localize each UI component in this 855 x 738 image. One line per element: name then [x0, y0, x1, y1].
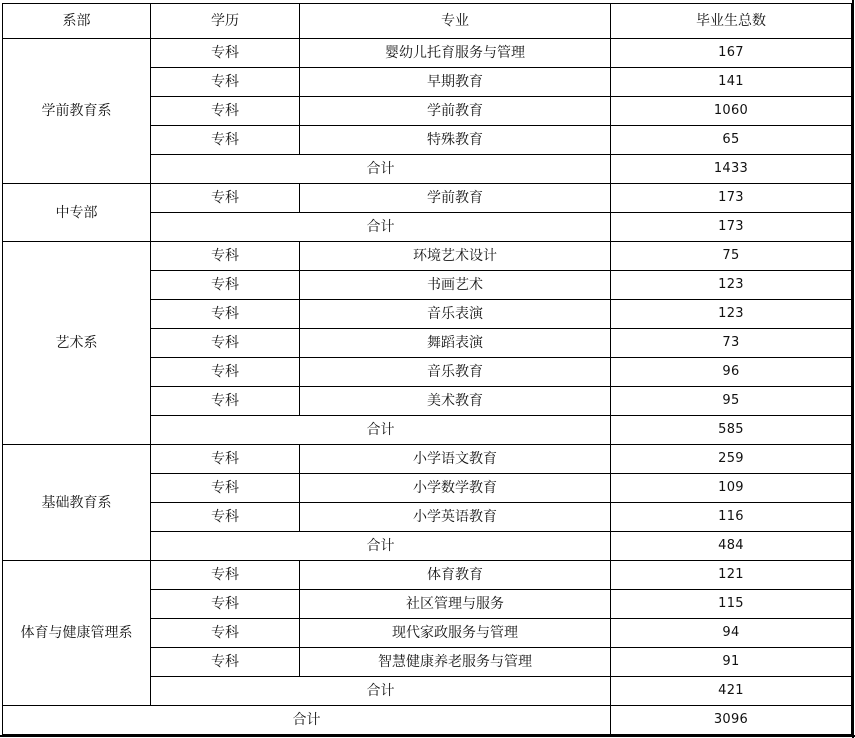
degree-cell: 专科	[151, 39, 300, 68]
major-cell: 学前教育	[300, 184, 611, 213]
graduate-count-cell: 73	[611, 329, 852, 358]
table-row	[3, 242, 852, 271]
subtotal-value: 421	[611, 677, 852, 706]
grand-total-value: 3096	[611, 706, 852, 735]
graduate-count-cell: 173	[611, 184, 852, 213]
subtotal-label: 合计	[151, 677, 611, 706]
major-cell: 音乐教育	[300, 358, 611, 387]
degree-cell: 专科	[151, 358, 300, 387]
major-cell: 小学语文教育	[300, 445, 611, 474]
frame-bottom-border	[0, 735, 855, 737]
graduate-count-cell: 109	[611, 474, 852, 503]
major-cell: 小学英语教育	[300, 503, 611, 532]
major-cell: 婴幼儿托育服务与管理	[300, 39, 611, 68]
department-name: 中专部	[3, 184, 151, 242]
grand-total-label: 合计	[3, 706, 611, 735]
degree-cell: 专科	[151, 445, 300, 474]
major-cell: 书画艺术	[300, 271, 611, 300]
degree-cell: 专科	[151, 590, 300, 619]
graduate-count-cell: 65	[611, 126, 852, 155]
table-row	[3, 39, 852, 68]
major-cell: 智慧健康养老服务与管理	[300, 648, 611, 677]
major-cell: 学前教育	[300, 97, 611, 126]
header-row	[3, 4, 852, 39]
degree-cell: 专科	[151, 474, 300, 503]
department-name: 体育与健康管理系	[3, 561, 151, 706]
graduate-count-cell: 91	[611, 648, 852, 677]
department-name: 艺术系	[3, 242, 151, 445]
subtotal-value: 173	[611, 213, 852, 242]
degree-cell: 专科	[151, 184, 300, 213]
subtotal-label: 合计	[151, 532, 611, 561]
major-cell: 舞蹈表演	[300, 329, 611, 358]
graduate-count-cell: 123	[611, 300, 852, 329]
graduate-count-cell: 94	[611, 619, 852, 648]
frame-right-border	[852, 0, 854, 738]
subtotal-value: 484	[611, 532, 852, 561]
degree-cell: 专科	[151, 619, 300, 648]
major-cell: 小学数学教育	[300, 474, 611, 503]
major-cell: 早期教育	[300, 68, 611, 97]
degree-cell: 专科	[151, 97, 300, 126]
graduate-count-cell: 115	[611, 590, 852, 619]
degree-cell: 专科	[151, 300, 300, 329]
major-cell: 音乐表演	[300, 300, 611, 329]
header-dept: 系部	[3, 4, 151, 39]
degree-cell: 专科	[151, 648, 300, 677]
graduate-count-cell: 96	[611, 358, 852, 387]
graduate-count-cell: 141	[611, 68, 852, 97]
subtotal-value: 585	[611, 416, 852, 445]
header-graduates: 毕业生总数	[611, 4, 852, 39]
grand-total-row	[3, 706, 852, 735]
degree-cell: 专科	[151, 126, 300, 155]
graduate-count-cell: 123	[611, 271, 852, 300]
major-cell: 体育教育	[300, 561, 611, 590]
department-name: 基础教育系	[3, 445, 151, 561]
major-cell: 特殊教育	[300, 126, 611, 155]
degree-cell: 专科	[151, 329, 300, 358]
graduate-count-cell: 121	[611, 561, 852, 590]
degree-cell: 专科	[151, 561, 300, 590]
major-cell: 社区管理与服务	[300, 590, 611, 619]
graduate-count-cell: 75	[611, 242, 852, 271]
degree-cell: 专科	[151, 387, 300, 416]
major-cell: 美术教育	[300, 387, 611, 416]
subtotal-value: 1433	[611, 155, 852, 184]
graduate-count-cell: 116	[611, 503, 852, 532]
degree-cell: 专科	[151, 271, 300, 300]
subtotal-label: 合计	[151, 416, 611, 445]
table-body	[3, 4, 852, 735]
department-name: 学前教育系	[3, 39, 151, 184]
major-cell: 现代家政服务与管理	[300, 619, 611, 648]
table-row	[3, 184, 852, 213]
major-cell: 环境艺术设计	[300, 242, 611, 271]
graduate-count-cell: 1060	[611, 97, 852, 126]
graduate-count-cell: 167	[611, 39, 852, 68]
table-row	[3, 445, 852, 474]
graduate-count-cell: 259	[611, 445, 852, 474]
header-major: 专业	[300, 4, 611, 39]
subtotal-label: 合计	[151, 213, 611, 242]
graduates-table	[2, 3, 852, 735]
degree-cell: 专科	[151, 68, 300, 97]
degree-cell: 专科	[151, 503, 300, 532]
table-row	[3, 561, 852, 590]
subtotal-label: 合计	[151, 155, 611, 184]
degree-cell: 专科	[151, 242, 300, 271]
graduate-count-cell: 95	[611, 387, 852, 416]
header-degree: 学历	[151, 4, 300, 39]
